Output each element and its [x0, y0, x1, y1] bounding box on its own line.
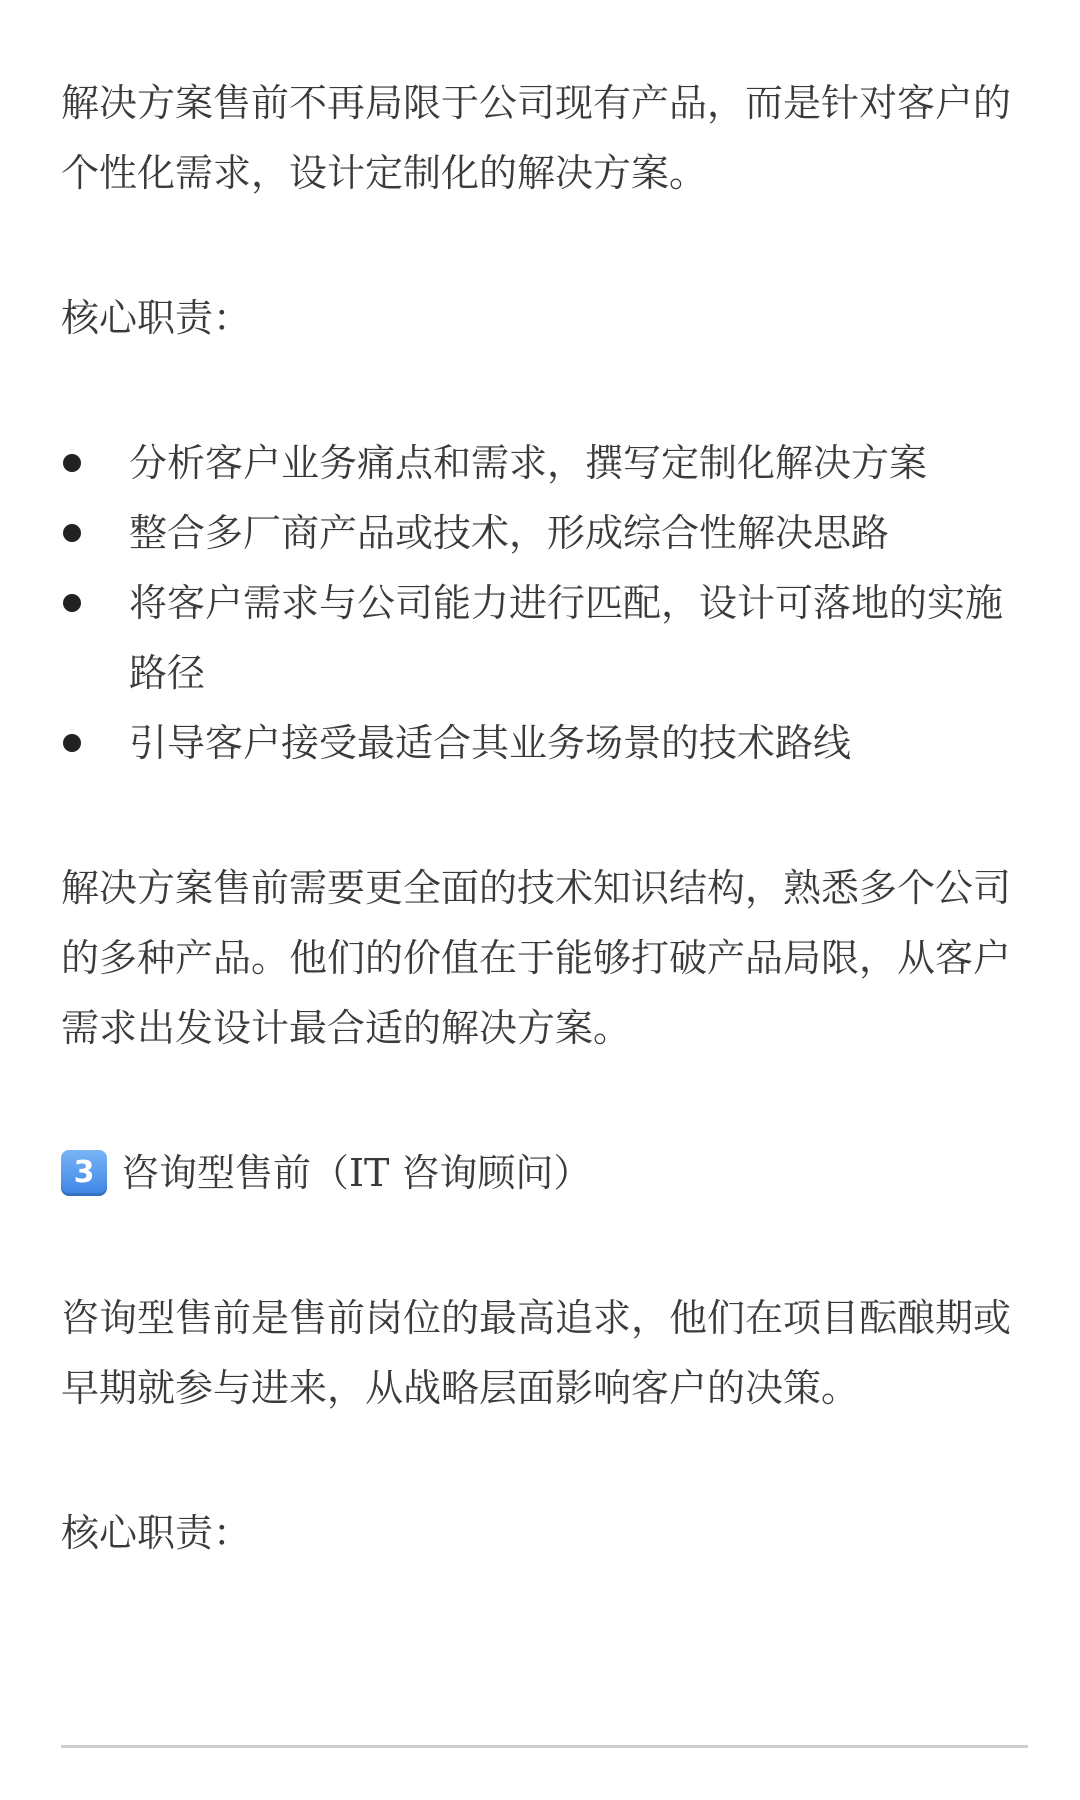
list-item-text: 将客户需求与公司能力进行匹配，设计可落地的实施路径 — [129, 581, 1004, 695]
paragraph-knowledge: 解决方案售前需要更全面的技术知识结构，熟悉多个公司的多种产品。他们的价值在于能够打破产品局限，从客户需求出发设计最合适的解决方案。 — [61, 866, 1012, 1050]
paragraph-consulting: 咨询型售前是售前岗位的最高追求，他们在项目酝酿期或早期就参与进来，从战略层面影响客户的决策。 — [61, 1296, 1012, 1410]
paragraph-intro: 解决方案售前不再局限于公司现有产品，而是针对客户的个性化需求，设计定制化的解决方案。 — [61, 81, 1012, 195]
keycap-3-icon: 3 — [61, 1150, 107, 1196]
duties-list — [61, 428, 1033, 778]
core-duties-label: 核心职责： — [61, 296, 252, 340]
bullet-icon — [63, 454, 81, 472]
list-item-text: 引导客户接受最适合其业务场景的技术路线 — [129, 721, 852, 765]
divider — [61, 1745, 1028, 1748]
section-title: 咨询型售前（IT 咨询顾问） — [121, 1151, 592, 1195]
bullet-icon — [63, 594, 81, 612]
section-heading — [61, 1138, 1033, 1208]
bullet-icon — [63, 734, 81, 752]
bullet-icon — [63, 524, 81, 542]
list-item — [61, 568, 1033, 708]
list-item — [61, 708, 1033, 778]
list-item-text: 整合多厂商产品或技术，形成综合性解决思路 — [129, 511, 890, 555]
article-content — [61, 68, 1033, 1568]
list-item — [61, 428, 1033, 498]
list-item-text: 分析客户业务痛点和需求，撰写定制化解决方案 — [129, 441, 928, 485]
core-duties-label: 核心职责： — [61, 1511, 252, 1555]
list-item — [61, 498, 1033, 568]
